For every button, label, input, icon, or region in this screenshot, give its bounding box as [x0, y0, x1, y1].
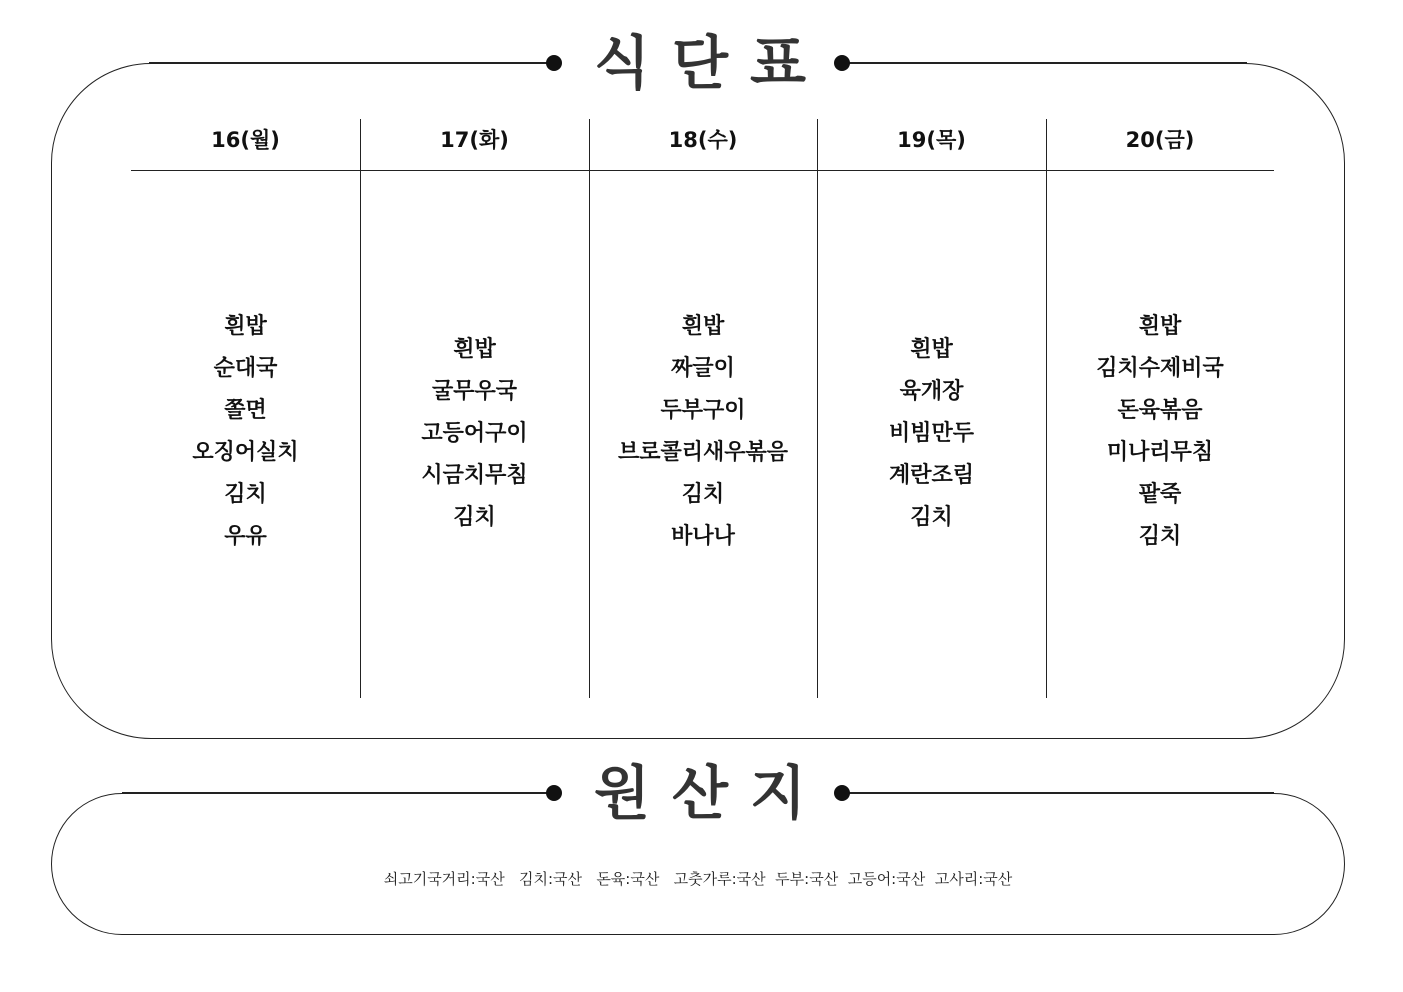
title-line-right [842, 792, 1274, 794]
menu-item: 쫄면 [224, 398, 267, 423]
title-line-right [842, 62, 1247, 64]
menu-item: 김치 [1138, 524, 1182, 549]
header-rule [131, 170, 1274, 171]
menu-item: 김치 [681, 482, 725, 507]
day-header-fri: 20(금) [1125, 128, 1195, 152]
day-header-wed: 18(수) [668, 128, 738, 152]
menu-item: 시금치무침 [421, 463, 528, 488]
menu-item: 바나나 [671, 524, 735, 549]
title-line-left [149, 62, 554, 64]
menu-item: 돈육볶음 [1117, 398, 1203, 423]
menu-item: 김치 [910, 505, 953, 530]
menu-item: 굴무우국 [431, 379, 517, 404]
menu-item: 흰밥 [224, 314, 267, 339]
menu-item: 미나리무침 [1106, 440, 1214, 465]
menu-item: 김치수제비국 [1096, 356, 1224, 381]
menu-item: 오징어실치 [192, 440, 299, 465]
title-line-left [122, 792, 554, 794]
menu-item: 짜글이 [671, 356, 735, 381]
menu-item: 김치 [224, 482, 267, 507]
menu-item: 흰밥 [681, 314, 725, 339]
origin-info: 쇠고기국거리:국산 김치:국산 돈육:국산 고춧가루:국산 두부:국산 고등어:국산 고사리:국산 [383, 870, 1013, 888]
menu-item: 비빔만두 [888, 421, 974, 446]
day-header-mon: 16(월) [211, 128, 280, 152]
menu-item: 육개장 [899, 379, 964, 404]
menu-item: 김치 [453, 505, 496, 530]
menu-item: 흰밥 [1138, 314, 1182, 339]
menu-list-thu [817, 329, 1046, 539]
day-header-thu: 19(목) [897, 128, 966, 152]
menu-item: 흰밥 [453, 337, 496, 362]
menu-list-tue [360, 329, 589, 539]
menu-item: 우유 [224, 524, 267, 549]
menu-item: 고등어구이 [421, 421, 528, 446]
menu-item: 흰밥 [910, 337, 953, 362]
menu-list-mon [131, 306, 360, 558]
menu-item: 순대국 [213, 356, 278, 381]
menu-list-wed [589, 306, 817, 558]
menu-item: 브로콜리새우볶음 [617, 440, 789, 465]
menu-item: 팥죽 [1138, 482, 1182, 507]
menu-title: 식단표 [593, 29, 829, 97]
day-header-tue: 17(화) [440, 128, 509, 152]
menu-item: 두부구이 [660, 398, 746, 423]
menu-item: 계란조림 [888, 463, 974, 488]
menu-list-fri [1046, 306, 1274, 558]
origin-title: 원산지 [593, 759, 829, 827]
